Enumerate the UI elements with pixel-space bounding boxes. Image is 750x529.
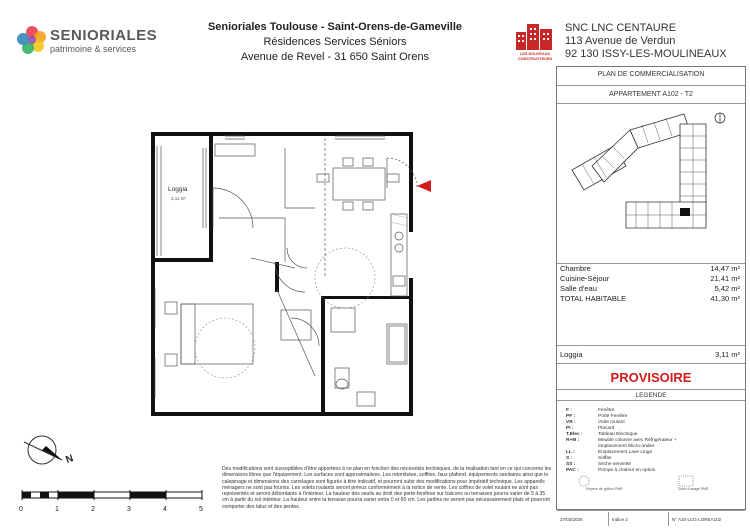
loggia-label: Loggia bbox=[560, 350, 583, 359]
scale-bar bbox=[18, 488, 208, 518]
brand-tagline: patrimoine & services bbox=[50, 44, 137, 54]
builder-logo-text: LES NOUVEAUX CONSTRUCTEURS bbox=[517, 52, 553, 61]
divider bbox=[557, 389, 745, 390]
builder-logo bbox=[512, 20, 558, 64]
scale-label: 0 bbox=[19, 506, 23, 513]
project-address: Avenue de Revel - 31 650 Saint Orens bbox=[240, 51, 430, 63]
company-address bbox=[565, 22, 727, 61]
divider bbox=[608, 512, 609, 526]
divider bbox=[557, 345, 745, 346]
loggia-room-area: 3,11 m² bbox=[171, 196, 186, 201]
plan-index: Indice 2 bbox=[612, 517, 628, 522]
surface-value: 14,47 m² bbox=[710, 264, 740, 273]
symbol-label: Zone d'usage PMR bbox=[678, 487, 709, 491]
surface-row bbox=[560, 284, 740, 293]
scale-label: 4 bbox=[163, 506, 167, 513]
legend-title: LEGENDE bbox=[635, 392, 667, 399]
plan-date: 27/03/2026 bbox=[560, 517, 583, 522]
scale-label: 1 bbox=[55, 506, 59, 513]
plan-title: PLAN DE COMMERCIALISATION bbox=[597, 71, 705, 78]
surface-row bbox=[560, 274, 740, 283]
legend-item: VR : Volet roulant bbox=[566, 420, 625, 425]
legend-item: emplacement Micro-ondes bbox=[598, 444, 655, 449]
brand-name: SENIORIALES bbox=[50, 27, 158, 44]
legend-item: PF : Porte Fenêtre bbox=[566, 414, 628, 419]
compass-icon bbox=[18, 428, 88, 478]
scale-label: 5 bbox=[199, 506, 203, 513]
status-provisoire: PROVISOIRE bbox=[610, 370, 692, 385]
surface-label: Cuisine-Séjour bbox=[560, 274, 610, 283]
legend-item: S : Soffite bbox=[566, 456, 612, 461]
symbol-label: Repère de gâtion PMR bbox=[586, 487, 623, 491]
total-value: 41,30 m² bbox=[710, 294, 740, 303]
loggia-row bbox=[560, 350, 740, 359]
scale-label: 2 bbox=[91, 506, 95, 513]
scale-bar-graphic bbox=[18, 488, 208, 502]
legend-item: T.Elec : Tableau Electrique bbox=[566, 432, 638, 437]
legend-item: Pl : Placard bbox=[566, 426, 615, 431]
divider bbox=[668, 512, 669, 526]
divider bbox=[557, 510, 745, 511]
company-street: 113 Avenue de Verdun bbox=[565, 35, 676, 47]
divider bbox=[557, 400, 745, 401]
seniorales-logo bbox=[16, 22, 156, 62]
company-name: SNC LNC CENTAURE bbox=[565, 22, 677, 34]
divider bbox=[557, 363, 745, 364]
total-label: TOTAL HABITABLE bbox=[560, 294, 626, 303]
project-subtitle: Résidences Services Séniors bbox=[263, 36, 407, 48]
surface-label: Chambre bbox=[560, 264, 591, 273]
loggia-room-label: Loggia bbox=[168, 186, 188, 193]
legal-disclaimer: Des modifications sont susceptibles d'être apportées à ce plan en fonction des nécessités techniques, de la réalisation tant en ce qui concerne les dimensions libres que l'équipement. Les surfaces sont approximatives. Les retombées, soffites, faux plafond, équipements sanitaires ainsi que le calepinage et dimensions des carrelages sont figurés à titre indicatif, et pourront subir des modifications pour impératif technique. Les appareils ménagers ne sont pas fournis. Les volets roulants seront prévus conformément à la notice de vente. Les coffres de volet roulant ne sont pas représentés et seront débordants à l'intérieur. La hauteur des seuils au droit des porte-fenêtres sur balcons ou terrasses pourra varier de 5 à 35 cm à partir du sol intérieur. La hauteur entre la terrasse pourra varier entre 0 et 60 cm. Les jardins ne seront pas nécessairement plats et pourront comporter des talus et des pentes. bbox=[222, 466, 552, 510]
pmr-mark-icon bbox=[574, 474, 594, 488]
pmr-zone-icon bbox=[676, 474, 696, 488]
company-city: 92 130 ISSY-LES-MOULINEAUX bbox=[565, 48, 727, 60]
surface-label: Salle d'eau bbox=[560, 284, 597, 293]
apartment-location-marker bbox=[680, 208, 690, 216]
legend-item: SS : Sèche serviette bbox=[566, 462, 632, 467]
project-header bbox=[190, 20, 480, 65]
legend-item: R+M : Meuble colonne avec Réfrigérateur + bbox=[566, 438, 677, 443]
divider bbox=[557, 103, 745, 104]
entrance-arrow-icon bbox=[417, 180, 431, 192]
plan-reference: N° A10-LCG-LOREA102 bbox=[672, 517, 722, 522]
surface-value: 5,42 m² bbox=[714, 284, 740, 293]
legend-item: LL : Emplacement Lave Linge bbox=[566, 450, 653, 455]
floor-plan bbox=[135, 128, 445, 418]
walls bbox=[151, 132, 413, 416]
surface-value: 21,41 m² bbox=[710, 274, 740, 283]
compass-north-label: N bbox=[64, 453, 75, 466]
apartment-title: APPARTEMENT A102 - T2 bbox=[609, 91, 693, 98]
site-plan-map bbox=[566, 110, 746, 260]
logo-flower-icon bbox=[16, 24, 48, 56]
surface-row bbox=[560, 264, 740, 273]
divider bbox=[557, 85, 745, 86]
scale-label: 3 bbox=[127, 506, 131, 513]
total-row bbox=[560, 294, 740, 303]
legend-item: PAC : Pompe à chaleur en option bbox=[566, 468, 656, 473]
legend-item: F : Fenêtre bbox=[566, 408, 615, 413]
loggia-value: 3,11 m² bbox=[715, 350, 740, 359]
project-title: Senioriales Toulouse - Saint-Orens-de-Gameville bbox=[207, 21, 463, 33]
